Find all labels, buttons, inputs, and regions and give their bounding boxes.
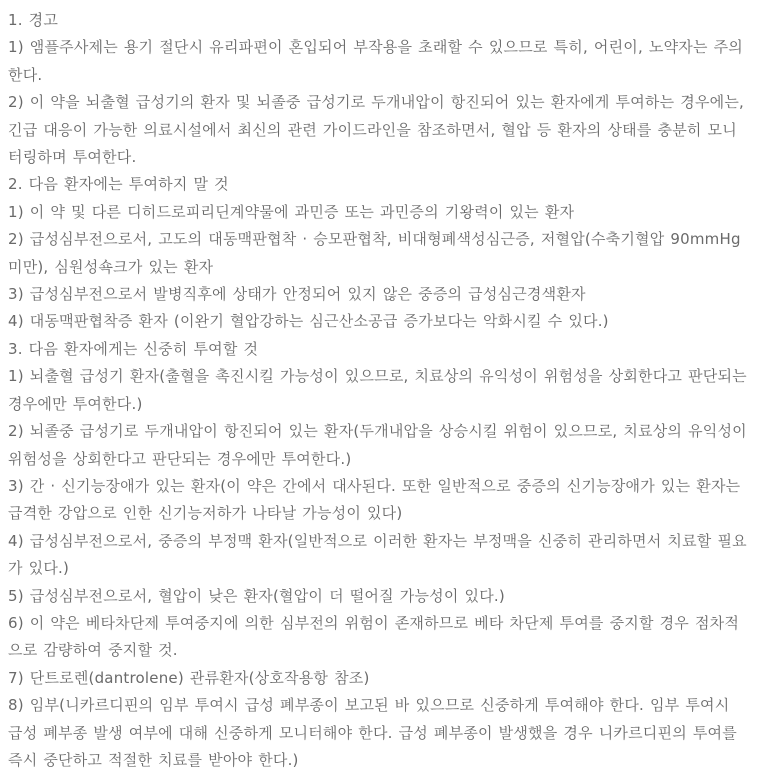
section-caution	[8, 336, 749, 775]
caution-item: 6) 이 약은 베타차단제 투여중지에 의한 심부전의 위험이 존재하므로 베타 차단제 투여를 중지할 경우 점차적으로 감량하여 중지할 것.	[8, 613, 740, 660]
contraindication-item: 4) 대동맥판협착증 환자 (이완기 혈압강하는 심근산소공급 증가보다는 악화시킬 수 있다.)	[8, 312, 609, 331]
caution-item: 2) 뇌졸중 급성기로 두개내압이 항진되어 있는 환자(두개내압을 상승시킬 위험이 있으므로, 치료상의 유익성이 위험성을 상회한다고 판단되는 경우에만 투여한다.)	[8, 422, 747, 468]
warning-item: 1) 앰플주사제는 용기 절단시 유리파편이 혼입되어 부작용을 초래할 수 있으므로 특히, 어린이, 노약자는 주의한다.	[8, 38, 743, 84]
contraindication-item: 1) 이 약 및 다른 디히드로피리딘계약물에 과민증 또는 과민증의 기왕력이 있는 환자	[8, 202, 575, 221]
section-warning	[8, 7, 749, 171]
caution-item: 7) 단트로렌(dantrolene) 관류환자(상호작용항 참조)	[8, 668, 370, 687]
section-contraindications	[8, 171, 749, 335]
caution-item: 4) 급성심부전으로서, 중증의 부정맥 환자(일반적으로 이러한 환자는 부정맥을 신중히 관리하면서 치료할 필요가 있다.)	[8, 531, 747, 578]
caution-item: 5) 급성심부전으로서, 혈압이 낮은 환자(혈압이 더 떨어질 가능성이 있다.)	[8, 586, 505, 605]
section-caution-heading: 3. 다음 환자에게는 신중히 투여할 것	[8, 339, 259, 358]
caution-item: 8) 임부(니카르디핀의 임부 투여시 급성 폐부종이 보고된 바 있으므로 신중하게 투여해야 한다. 임부 투여시 급성 폐부종 발생 여부에 대해 신중하게 모니터해야 한다. 급성 폐부종이 발생했을 경우 니카르디핀의 투여를 즉시 중단하고 적절한 치료를 받아야 한다.)	[8, 696, 737, 769]
section-warning-heading: 1. 경고	[8, 11, 59, 29]
contraindication-item: 2) 급성심부전으로서, 고도의 대동맥판협착 · 승모판협착, 비대형폐색성심근증, 저혈압(수축기혈압 90mmHg 미만), 심원성쇽크가 있는 환자	[8, 230, 741, 276]
warning-item: 2) 이 약을 뇌출혈 급성기의 환자 및 뇌졸중 급성기로 두개내압이 항진되어 있는 환자에게 투여하는 경우에는, 긴급 대응이 가능한 의료시설에서 최신의 관련 가이드라인을 참조하면서, 혈압 등 환자의 상태를 충분히 모니터링하며 투여한다.	[8, 93, 744, 167]
caution-item: 1) 뇌출혈 급성기 환자(출혈을 촉진시킬 가능성이 있으므로, 치료상의 유익성이 위험성을 상회한다고 판단되는 경우에만 투여한다.)	[8, 367, 747, 413]
contraindication-item: 3) 급성심부전으로서 발병직후에 상태가 안정되어 있지 않은 중증의 급성심근경색환자	[8, 285, 586, 304]
section-contraindications-heading: 2. 다음 환자에는 투여하지 말 것	[8, 175, 229, 194]
caution-item: 3) 간 · 신기능장애가 있는 환자(이 약은 간에서 대사된다. 또한 일반적으로 중증의 신기능장애가 있는 환자는 급격한 강압으로 인한 신기능저하가 나타날 가능성이 있다)	[8, 476, 741, 523]
